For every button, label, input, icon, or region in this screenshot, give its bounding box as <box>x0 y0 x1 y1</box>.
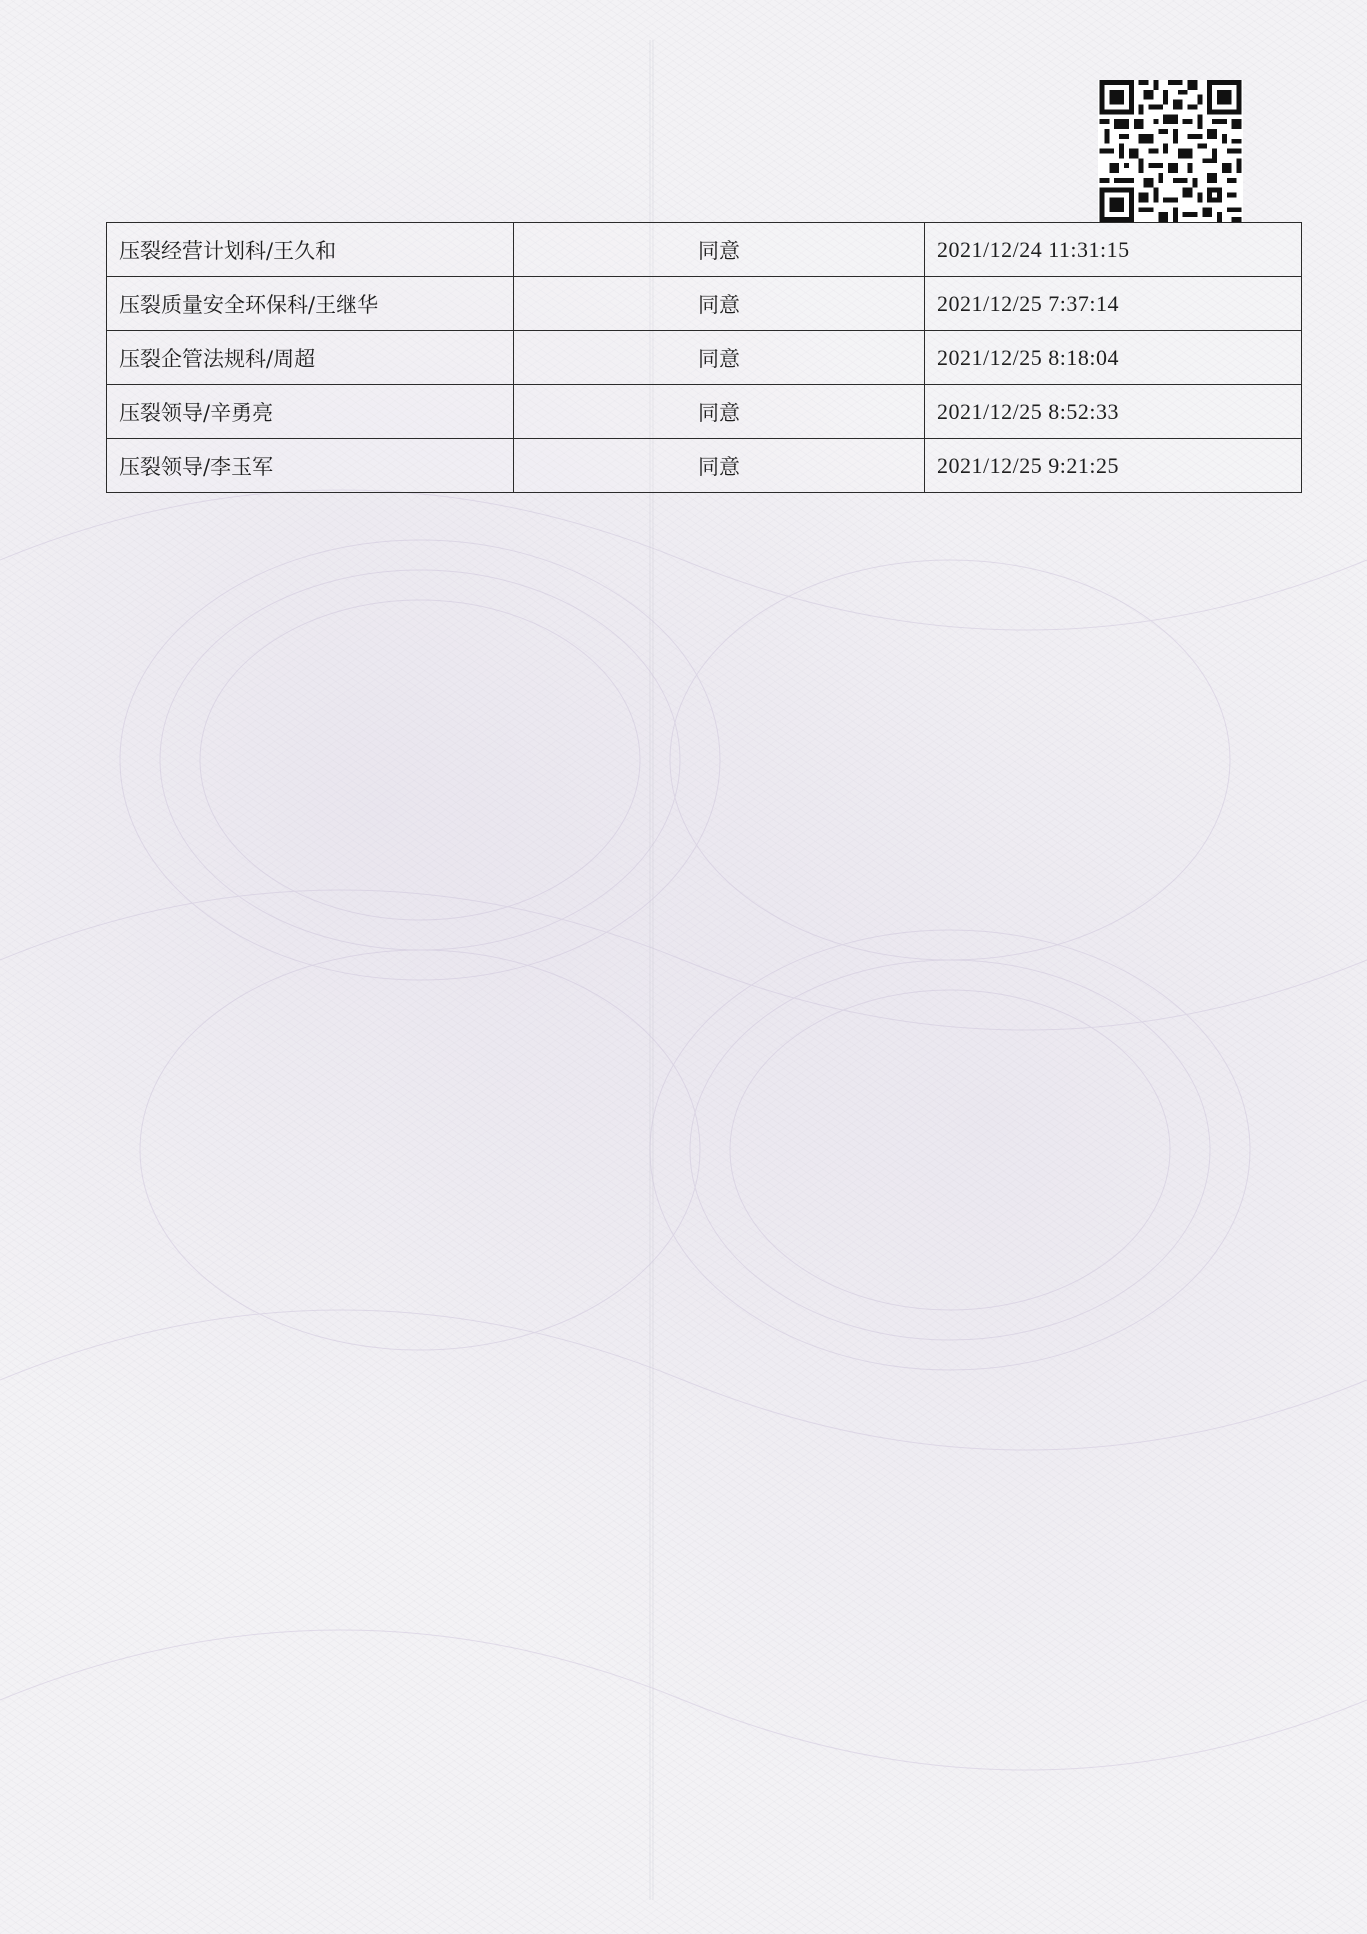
table-row <box>107 277 1302 331</box>
opinion-cell: 同意 <box>514 385 925 439</box>
approval-records-table <box>106 222 1302 493</box>
table-row <box>107 331 1302 385</box>
timestamp-cell: 2021/12/25 9:21:25 <box>925 439 1302 493</box>
approver-cell: 压裂领导/辛勇亮 <box>107 385 514 439</box>
opinion-cell: 同意 <box>514 277 925 331</box>
opinion-cell: 同意 <box>514 331 925 385</box>
table-row <box>107 223 1302 277</box>
timestamp-cell: 2021/12/25 7:37:14 <box>925 277 1302 331</box>
approver-cell: 压裂质量安全环保科/王继华 <box>107 277 514 331</box>
opinion-cell: 同意 <box>514 223 925 277</box>
opinion-cell: 同意 <box>514 439 925 493</box>
approver-cell: 压裂企管法规科/周超 <box>107 331 514 385</box>
approver-cell: 压裂经营计划科/王久和 <box>107 223 514 277</box>
timestamp-cell: 2021/12/24 11:31:15 <box>925 223 1302 277</box>
timestamp-cell: 2021/12/25 8:18:04 <box>925 331 1302 385</box>
qr-code-icon <box>1098 80 1243 222</box>
table-row <box>107 439 1302 493</box>
approver-cell: 压裂领导/李玉军 <box>107 439 514 493</box>
timestamp-cell: 2021/12/25 8:52:33 <box>925 385 1302 439</box>
table-row <box>107 385 1302 439</box>
